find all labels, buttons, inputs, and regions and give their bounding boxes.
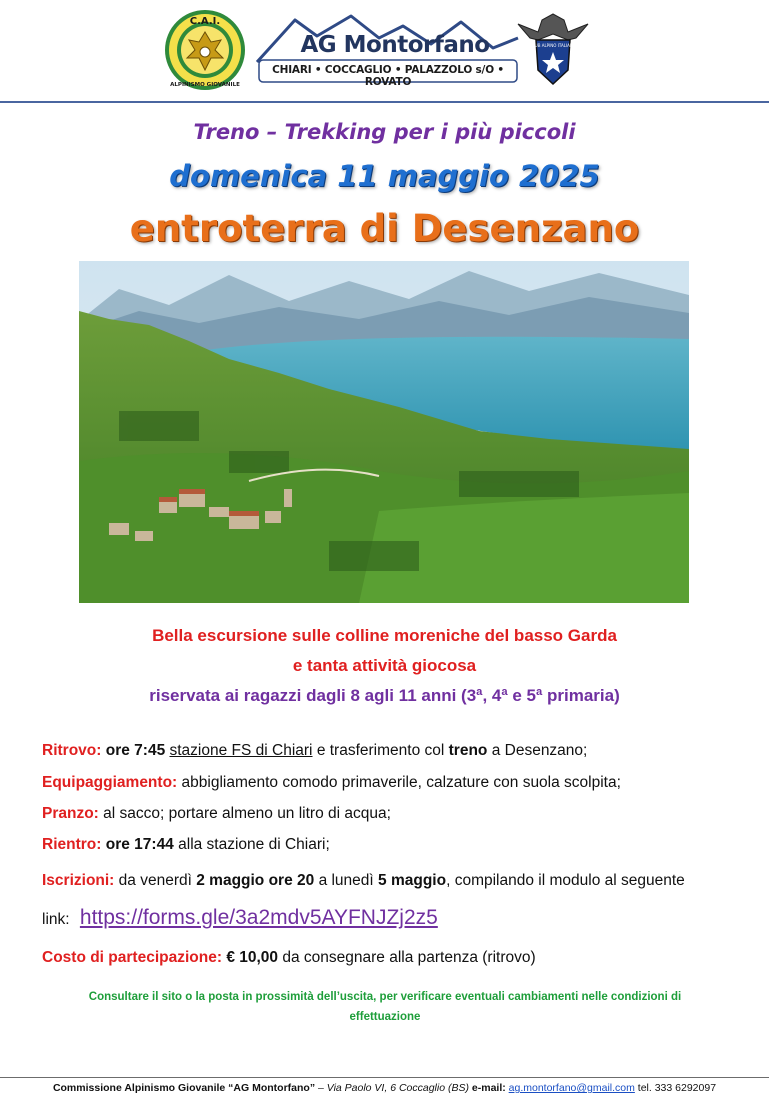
iscrizioni-text-3: , compilando il modulo al seguente [446,872,685,889]
note [40,987,730,1027]
banner-subtitle: CHIARI • COCCAGLIO • PALAZZOLO s/O • ROVATO [272,64,504,88]
cai-logo-text: C.A.I. [189,16,221,27]
rientro-text: alla stazione di Chiari; [178,836,330,853]
rientro-time: ore 17:44 [105,836,174,853]
description-line-1: Bella escursione sulle colline moreniche del basso Garda [152,626,617,645]
costo-label: Costo di partecipazione: [42,949,222,966]
equipaggiamento-label: Equipaggiamento: [42,774,178,791]
ritrovo-station: stazione FS di Chiari [169,742,313,759]
iscrizioni-label: Iscrizioni: [42,872,115,889]
ritrovo-mode: treno [448,742,488,759]
description-line-3: riservata ai ragazzi dagli 8 agli 11 anni (3ª, 4ª e 5ª primaria) [149,686,620,705]
iscrizioni-text-2: a lunedì [318,872,374,889]
cai-giovanile-logo [163,8,247,92]
iscrizioni-line [42,872,742,890]
note-line-2: effettuazione [349,1011,421,1023]
description-line-2: e tanta attività giocosa [292,656,477,675]
footer-divider [0,1077,769,1078]
banner-title: AG Montorfano [300,32,490,58]
equipaggiamento-line [42,774,742,792]
costo-line [42,949,742,967]
event-date: domenica 11 maggio 2025 [169,159,600,193]
iscrizioni-start-date: 2 maggio ore 20 [196,872,315,889]
ritrovo-line [42,742,742,760]
cai-logo-ring-text: ALPINISMO GIOVANILE [170,82,240,88]
footer-address: – Via Paolo VI, 6 Coccaglio (BS) [318,1082,469,1094]
pranzo-line [42,805,742,823]
rientro-label: Rientro: [42,836,102,853]
lake-garda-landscape-photo [79,261,689,603]
banner [255,10,520,88]
footer-email-link[interactable]: ag.montorfano@gmail.com [508,1082,635,1094]
ritrovo-label: Ritrovo: [42,742,102,759]
club-alpino-italiano-logo [512,10,594,88]
footer [0,1082,769,1094]
iscrizioni-end-date: 5 maggio [378,872,447,889]
note-line-1: Consultare il sito o la posta in prossimità dell’uscita, per verificare eventuali cambiamenti nelle condizioni di [88,991,682,1003]
costo-amount: € 10,00 [226,949,279,966]
event-location: entroterra di Desenzano [129,207,640,250]
ritrovo-time: ore 7:45 [105,742,166,759]
ritrovo-text-1: e trasferimento col [316,742,445,759]
registration-form-link[interactable]: https://forms.gle/3a2mdv5AYFNJZj2z5 [79,906,438,929]
footer-email-label: e-mail: [471,1082,506,1094]
header [0,0,769,100]
pranzo-text: al sacco; portare almeno un litro di acqua; [103,805,391,822]
equipaggiamento-text: abbigliamento comodo primaverile, calzature con suola scolpita; [181,774,621,791]
link-line [42,906,742,930]
header-divider [0,101,769,103]
rientro-line [42,836,742,854]
event-subtitle: Treno – Trekking per i più piccoli [193,120,576,144]
iscrizioni-text-1: da venerdì [118,872,192,889]
link-label: link: [42,911,70,928]
costo-text: da consegnare alla partenza (ritrovo) [282,949,536,966]
footer-phone: tel. 333 6292097 [637,1082,717,1094]
cai-national-text: CLUB ALPINO ITALIANO [529,43,577,48]
footer-org: Commissione Alpinismo Giovanile “AG Montorfano” [52,1082,316,1094]
ritrovo-text-2: a Desenzano; [491,742,588,759]
pranzo-label: Pranzo: [42,805,99,822]
